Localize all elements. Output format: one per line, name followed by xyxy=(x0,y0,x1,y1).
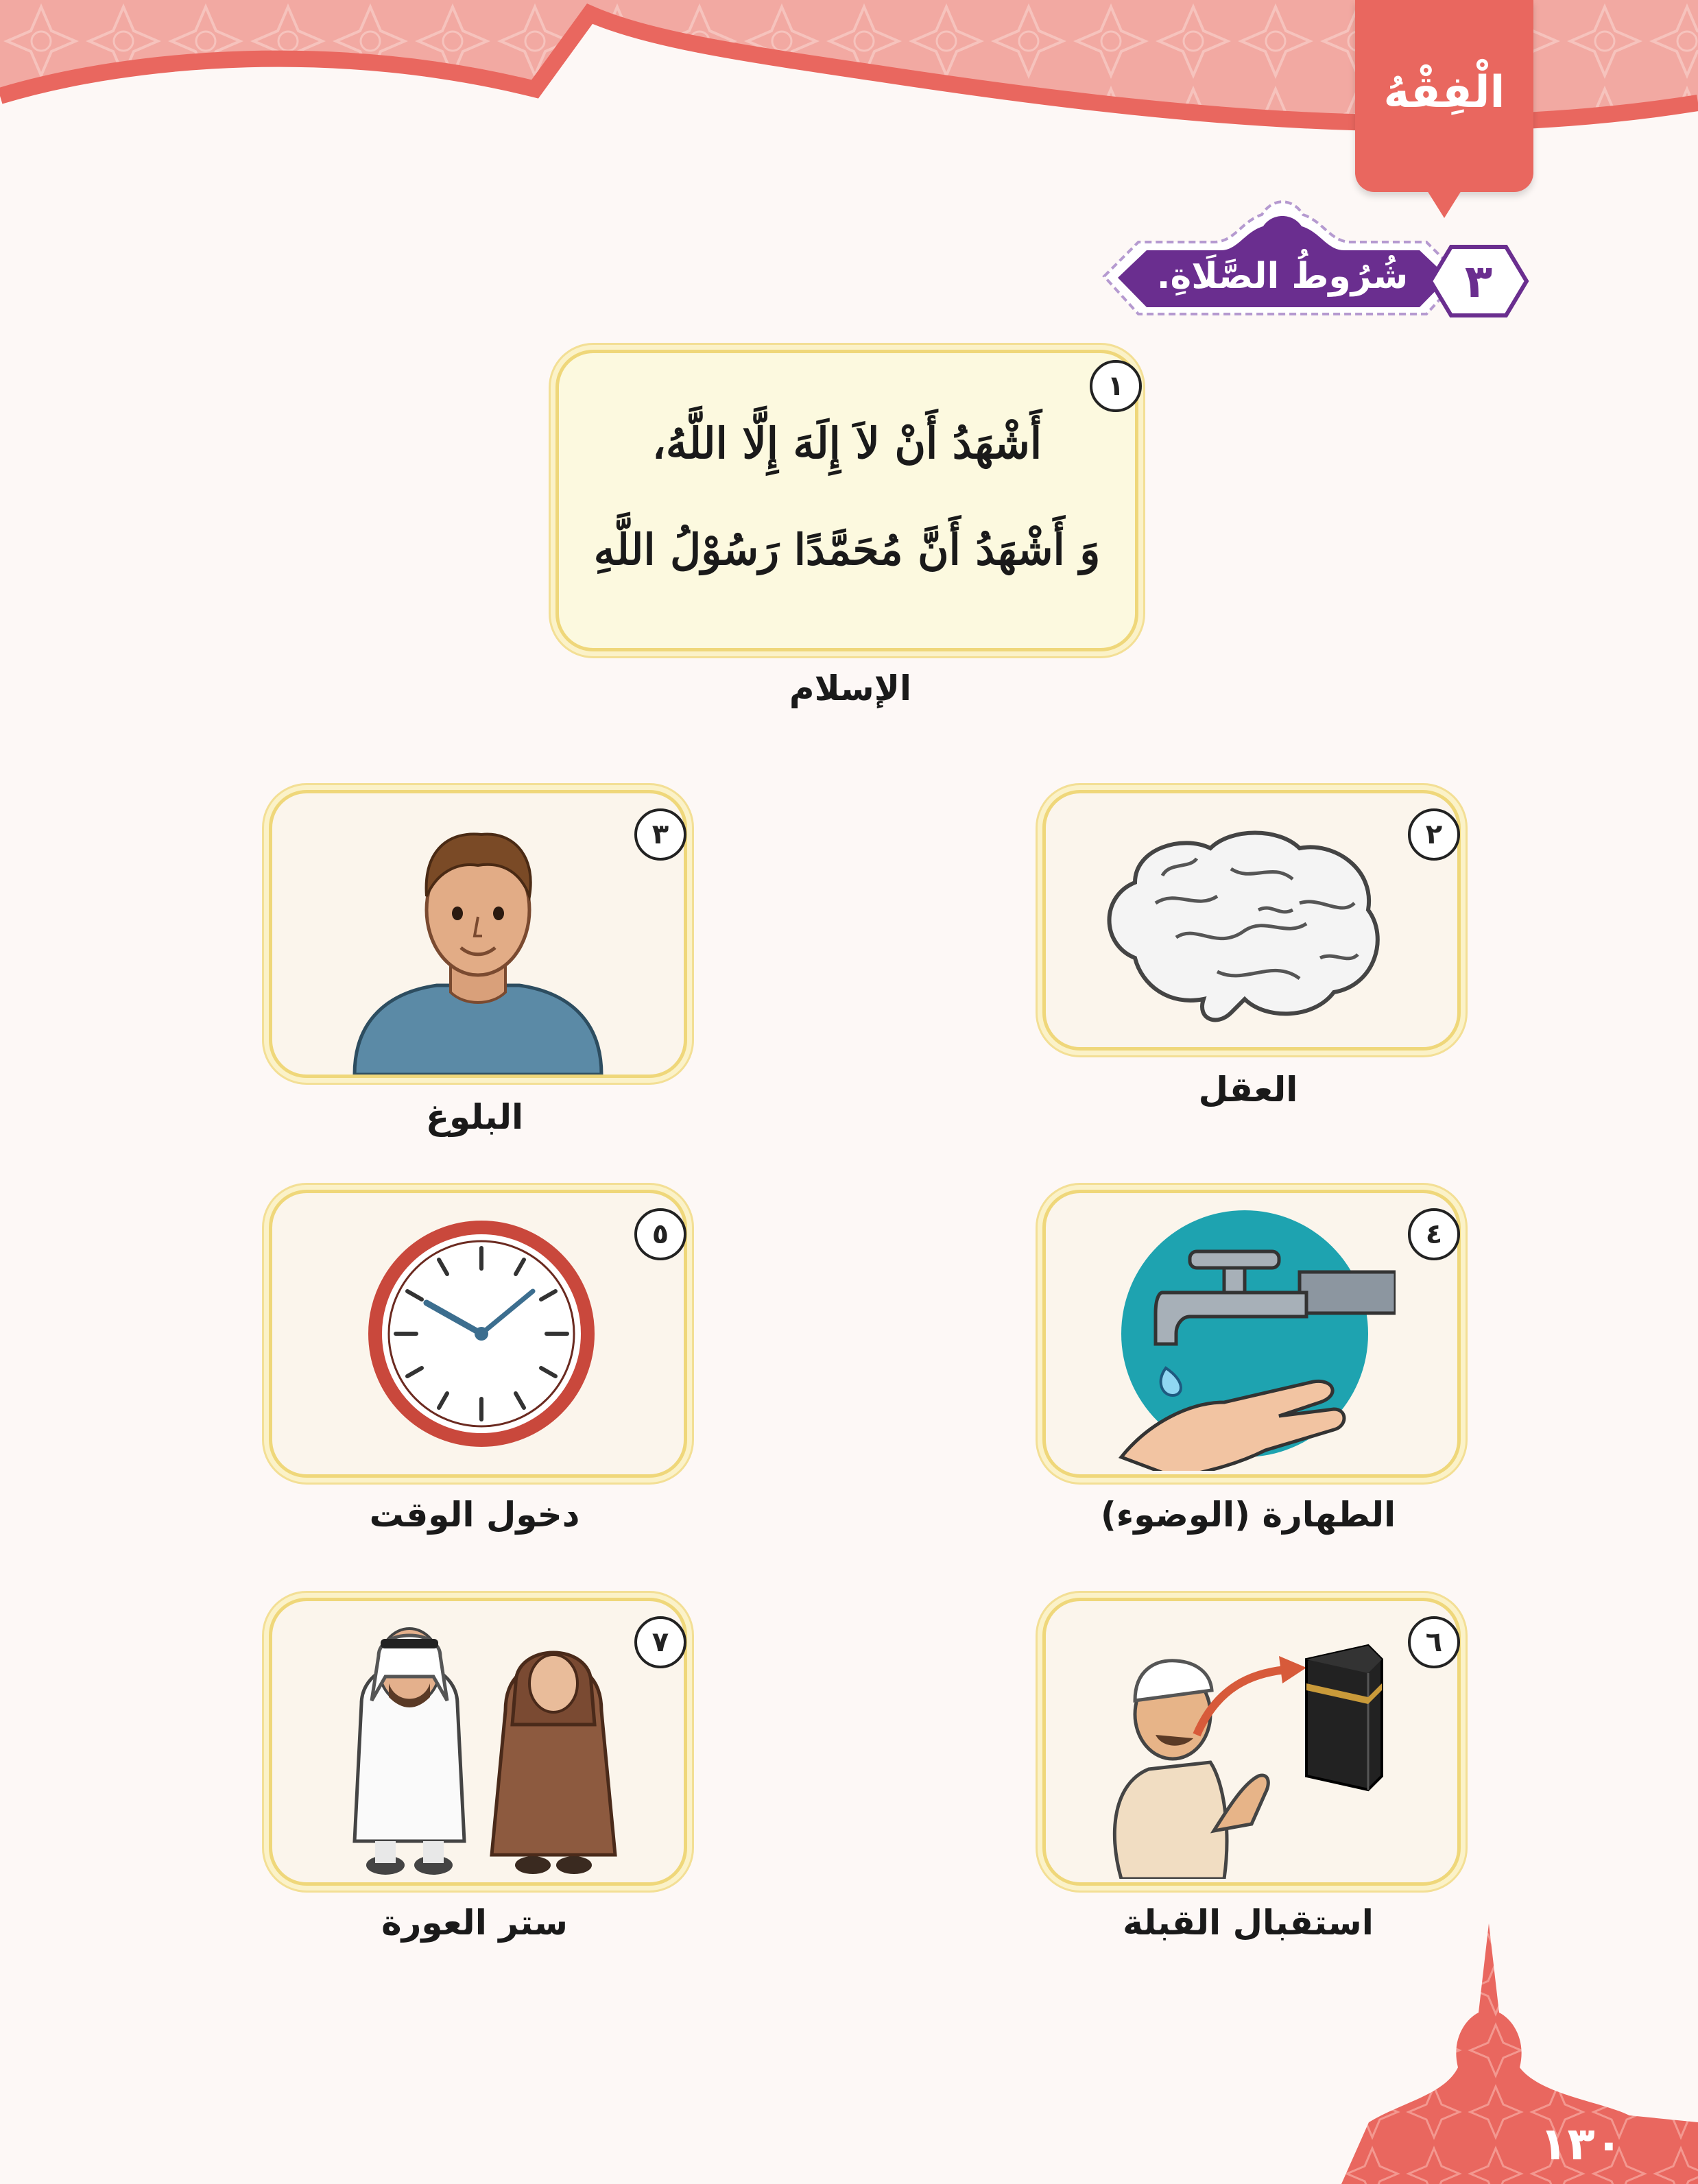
subject-tab xyxy=(1355,0,1533,192)
kaaba-prayer-icon xyxy=(1080,1605,1396,1879)
condition-card-puberty xyxy=(269,790,687,1078)
young-man-icon xyxy=(341,793,615,1075)
condition-number: ٥ xyxy=(634,1208,686,1260)
shahada-line-1: أَشْهَدُ أَنْ لاَ إِلَهَ إِلَّا اللَّهُ، xyxy=(651,418,1042,468)
page-number: ١٣٠ xyxy=(1540,2117,1623,2170)
condition-number: ١ xyxy=(1090,360,1142,412)
lesson-title: شُرُوطُ الصَّلَاةِ. xyxy=(1156,255,1409,297)
bottom-corner-decoration xyxy=(1341,1896,1698,2184)
condition-label-puberty: البلوغ xyxy=(425,1097,524,1137)
condition-card-purity xyxy=(1042,1190,1461,1478)
condition-card-awrah xyxy=(269,1598,687,1886)
condition-label-purity: الطهارة (الوضوء) xyxy=(1100,1495,1396,1535)
condition-card-time xyxy=(269,1190,687,1478)
condition-label-islam: الإسلام xyxy=(789,669,912,708)
condition-card-qibla xyxy=(1042,1598,1461,1886)
clock-icon xyxy=(365,1217,598,1450)
lesson-number: ٣ xyxy=(1464,254,1493,308)
shahada-line-2: وَ أَشْهَدُ أَنَّ مُحَمَّدًا رَسُوْلُ اللَّهِ xyxy=(593,525,1101,575)
condition-label-awrah: ستر العورة xyxy=(381,1903,568,1943)
faucet-hand-icon xyxy=(1108,1197,1396,1471)
condition-label-intellect: العقل xyxy=(1198,1070,1298,1109)
condition-number: ٧ xyxy=(634,1616,686,1668)
condition-number: ٣ xyxy=(634,808,686,861)
condition-number: ٢ xyxy=(1408,808,1460,861)
subject-title: الْفِقْهُ xyxy=(1383,67,1505,118)
brain-icon xyxy=(1094,821,1396,1027)
condition-label-qibla: استقبال القبلة xyxy=(1123,1903,1374,1943)
modest-dress-icon xyxy=(320,1601,636,1882)
condition-card-intellect xyxy=(1042,790,1461,1051)
shahada-card xyxy=(555,350,1138,651)
condition-number: ٤ xyxy=(1408,1208,1460,1260)
condition-label-time: دخول الوقت xyxy=(369,1495,580,1535)
condition-number: ٦ xyxy=(1408,1616,1460,1668)
